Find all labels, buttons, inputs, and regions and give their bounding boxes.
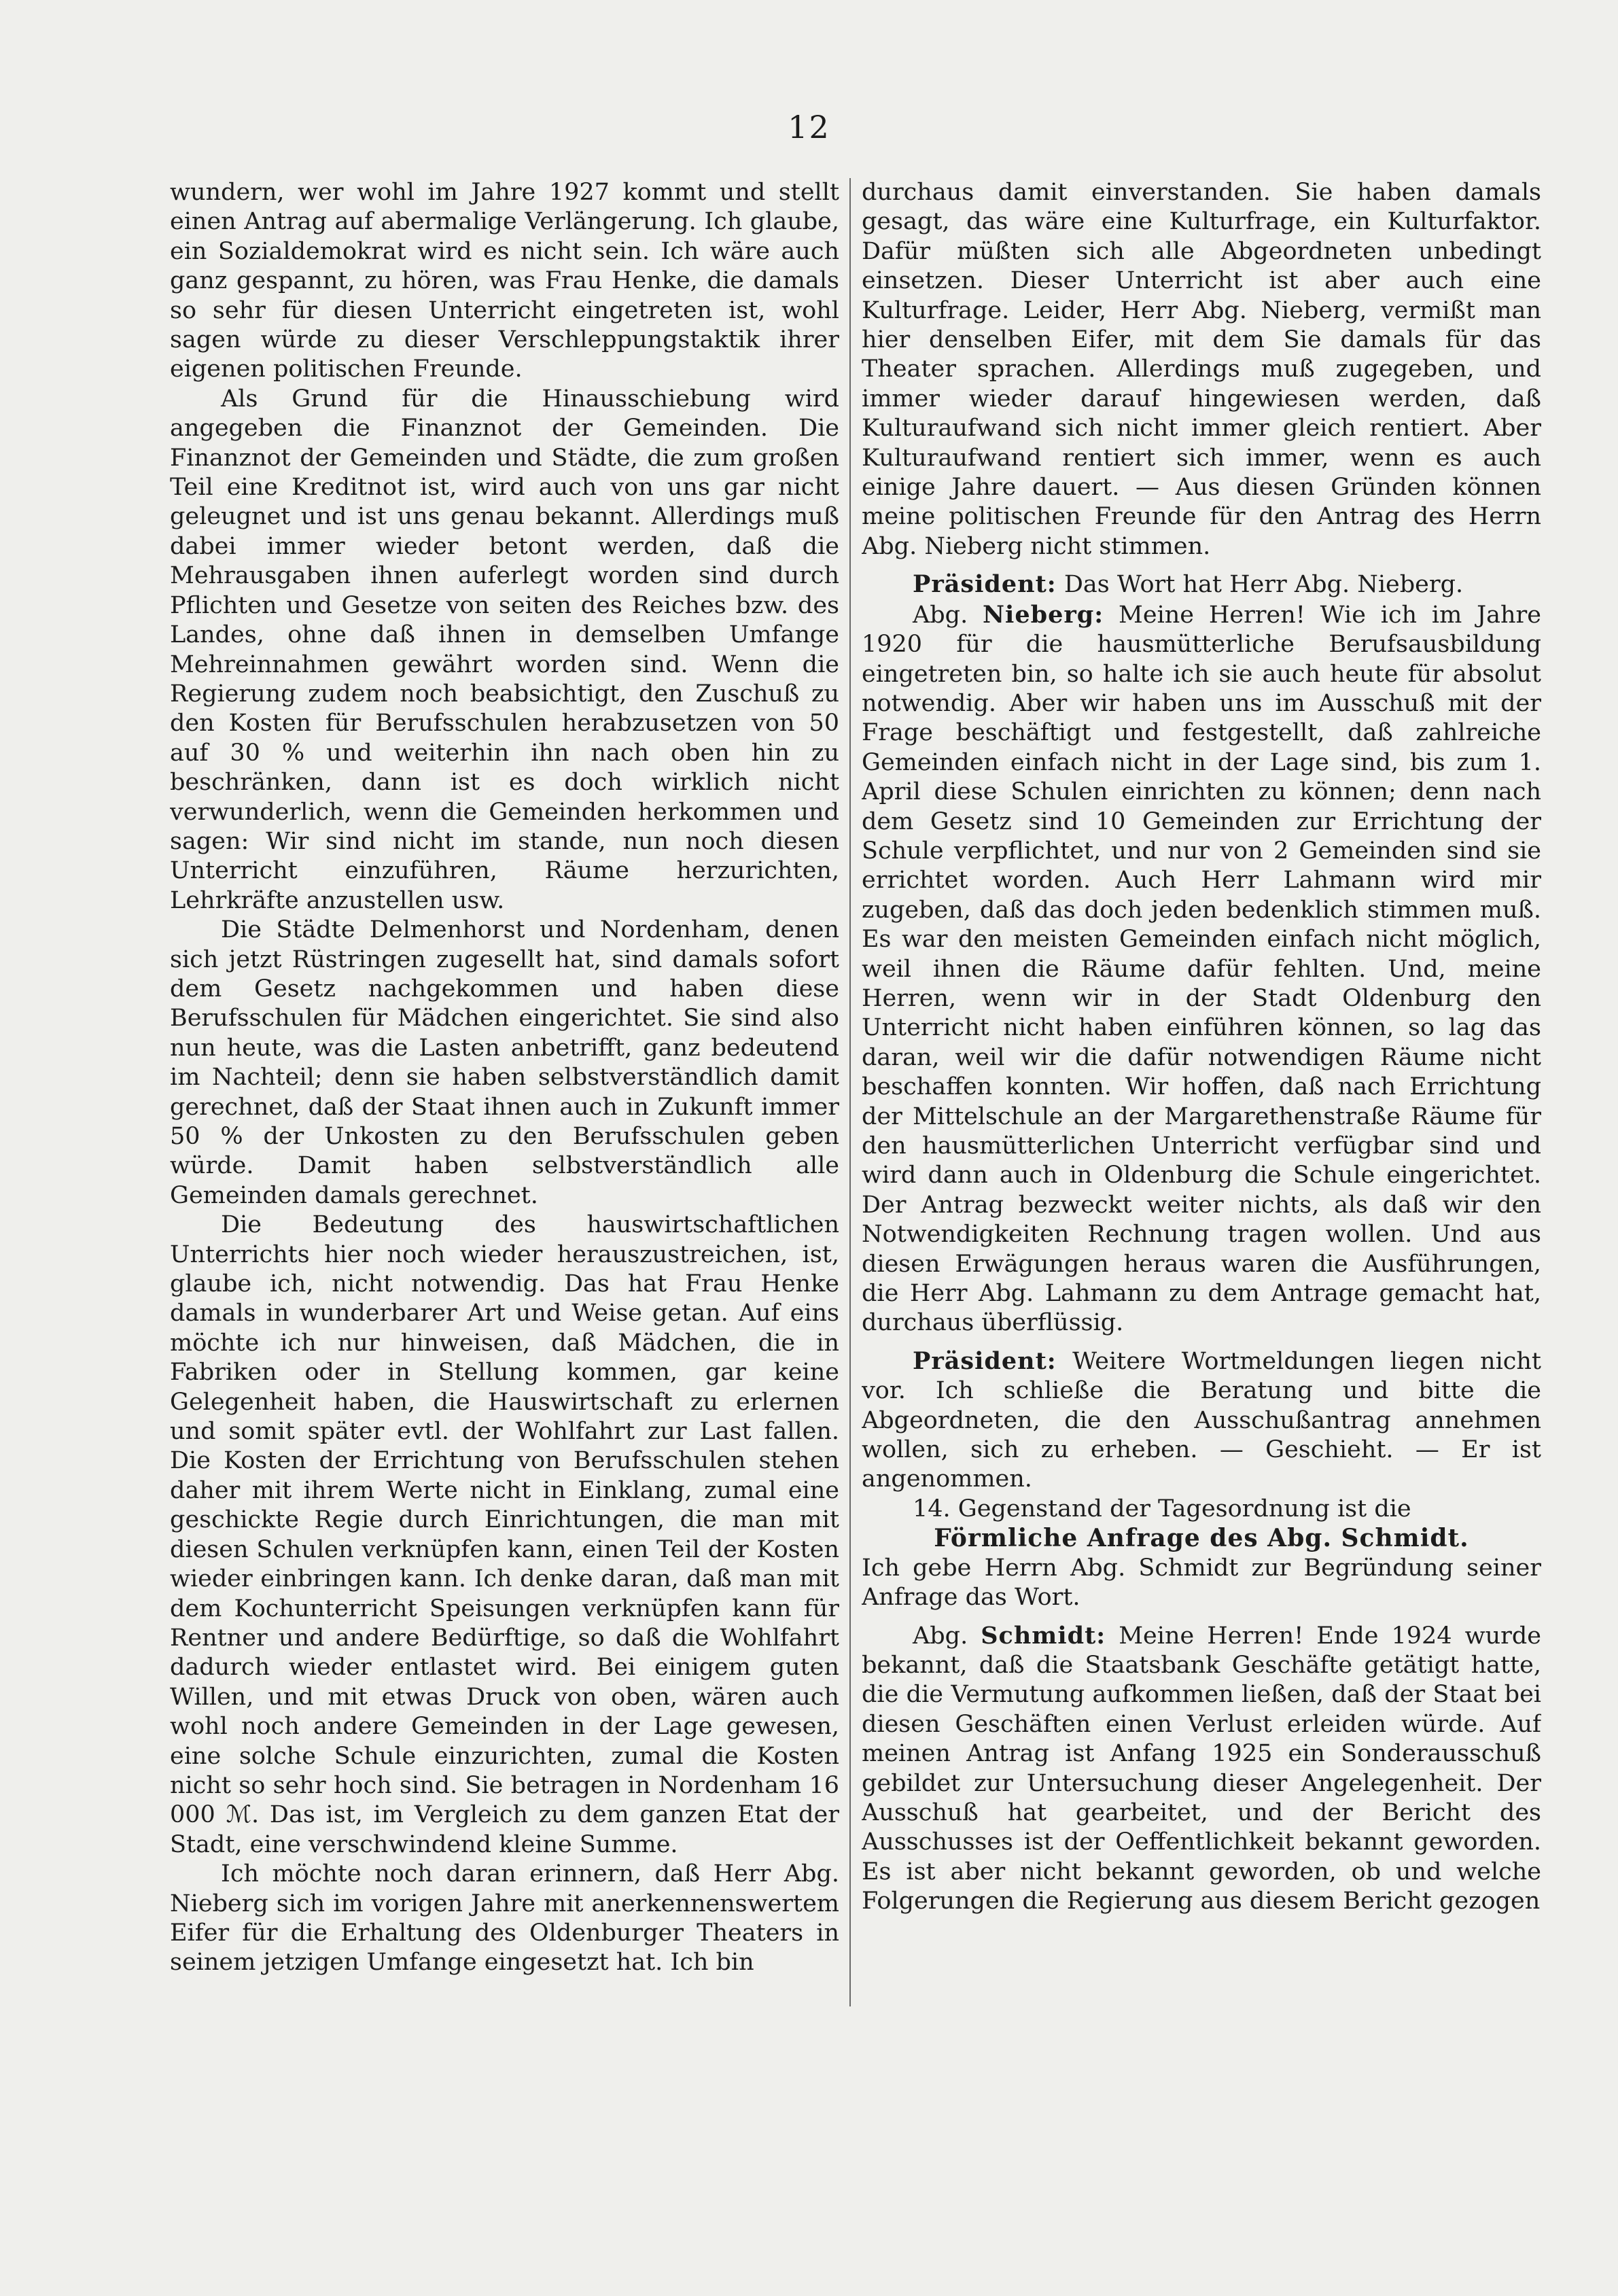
speaker-title: Abg. — [913, 1622, 968, 1650]
paragraph-handover: Ich gebe Herrn Abg. Schmidt zur Begründung seiner Anfrage das Wort. — [862, 1554, 1541, 1612]
paragraph-l4: Die Bedeutung des hauswirtschaftlichen Unterrichts hier noch wieder herauszustreichen, ist, glaube ich, nicht notwendig. Das hat Frau Henke damals in wunderbarer Art und Weise getan. Auf eins möchte ich nur hinweisen, daß Mädchen, die in Fabriken oder in Stellung kommen, gar keine Gelegenheit haben, die Hauswirtschaft zu erlernen und somit später evtl. der Wohlfahrt zur Last fallen. Die Kosten der Errichtung von Berufsschulen stehen daher mit ihrem Werte nicht in Einklang, zumal eine geschickte Regie durch Einrichtungen, die man mit diesen Schulen verknüpfen kann, einen Teil der Kosten wieder einbringen kann. Ich denke daran, daß man mit dem Kochunterricht Speisungen verknüpfen kann für Rentner und andere Bedürftige, so daß die Wohlfahrt dadurch wieder entlastet wird. Bei einigem guten Willen, und mit etwas Druck von oben, wären auch wohl noch andere Gemeinden in der Lage gewesen, eine solche Schule einzurichten, zumal die Kosten nicht so sehr hoch sind. Sie betragen in Nordenham 16 000 ℳ. Das ist, im Vergleich zu dem ganzen Etat der Stadt, eine verschwindend kleine Summe. — [170, 1211, 839, 1858]
page-number: 12 — [788, 109, 830, 145]
paragraph-l1: wundern, wer wohl im Jahre 1927 kommt und stellt einen Antrag auf abermalige Verlängerung. Ich glaube, ein Sozialdemokrat wird es nicht sein. Ich wäre auch ganz gespannt, zu hören, was Frau Henke, die damals so sehr für diesen Unterricht eingetreten ist, wohl sagen würde zu dieser Verschleppungstaktik ihrer eigenen politischen Freunde. — [170, 179, 839, 383]
speaker-name: Nieberg: — [983, 600, 1104, 629]
section-heading: Förmliche Anfrage des Abg. Schmidt. — [934, 1524, 1469, 1553]
paragraph-schmidt — [862, 1621, 1541, 1917]
paragraph-president-2 — [862, 1346, 1541, 1495]
speaker-name: Präsident: — [913, 570, 1057, 599]
speech-text: Meine Herren! Wie ich im Jahre 1920 für die hausmütterliche Berufsausbildung eingetreten bin, so halte ich sie auch heute für absolut notwendig. Aber wir haben uns im Ausschuß mit der Frage beschäftigt und festgestellt, daß zahlreiche Gemeinden einfach nicht in der Lage sind, bis zum 1. April diese Schulen einrichten zu können; denn nach dem Gesetz sind 10 Gemeinden zur Errichtung der Schule verpflichtet, und nur von 2 Gemeinden sind sie errichtet worden. Auch Herr Lahmann wird mir zugeben, daß das doch jeden bedenklich stimmen muß. Es war den meisten Gemeinden einfach nicht möglich, weil ihnen die Räume dafür fehlten. Und, meine Herren, wenn wir in der Stadt Oldenburg den Unterricht nicht haben einführen können, so lag das daran, weil wir die dafür notwendigen Räume nicht beschaffen konnten. Wir hoffen, daß nach Errichtung der Mittelschule an der Margarethenstraße Räume für den hausmütterlichen Unterricht verfügbar sind und wird dann auch in Oldenburg die Schule eingerichtet. Der Antrag bezweckt weiter nichts, als daß wir den Notwendigkeiten Rechnung tragen wollen. Und aus diesen Erwägungen heraus waren die Ausführungen, die Herr Abg. Lahmann zu dem Antrage gemacht hat, durchaus überflüssig. — [862, 601, 1541, 1337]
speech-text: Weitere Wortmeldungen liegen nicht vor. Ich schließe die Beratung und bitte die Abgeordneten, die den Ausschußantrag annehmen wollen, sich zu erheben. — Geschieht. — Er ist angenommen. — [862, 1347, 1541, 1493]
paragraph-l5: Ich möchte noch daran erinnern, daß Herr Abg. Nieberg sich im vorigen Jahre mit anerkennenswertem Eifer für die Erhaltung des Oldenburger Theaters in seinem jetzigen Umfange eingesetzt hat. Ich bin — [170, 1860, 839, 1977]
speech-text: Das Wort hat Herr Abg. Nieberg. — [1063, 571, 1464, 599]
paragraph-president-1 — [862, 570, 1541, 599]
paragraph-l2: Als Grund für die Hinausschiebung wird angegeben die Finanznot der Gemeinden. Die Finanznot der Gemeinden und Städte, die zum großen Teil eine Kreditnot ist, wird auch von uns gar nicht geleugnet und ist uns genau bekannt. Allerdings muß dabei immer wieder betont werden, daß die Mehrausgaben ihnen auferlegt worden sind durch Pflichten und Gesetze von seiten des Reiches bzw. des Landes, ohne daß ihnen in demselben Umfange Mehreinnahmen gewährt worden sind. Wenn die Regierung zudem noch beabsichtigt, den Zuschuß zu den Kosten für Berufsschulen herabzusetzen von 50 auf 30 % und weiterhin ihn nach oben hin zu beschränken, dann ist es doch wirklich nicht verwunderlich, wenn die Gemeinden herkommen und sagen: Wir sind nicht im stande, nun noch diesen Unterricht einzuführen, Räume herzurichten, Lehrkräfte anzustellen usw. — [170, 385, 839, 914]
paragraph-l3: Die Städte Delmenhorst und Nordenham, denen sich jetzt Rüstringen zugesellt hat, sind damals sofort dem Gesetz nachgekommen und haben diese Berufsschulen für Mädchen eingerichtet. Sie sind also nun heute, was die Lasten anbetrifft, ganz bedeutend im Nachteil; denn sie haben selbstverständlich damit gerechnet, daß der Staat ihnen auch in Zukunft immer 50 % der Unkosten zu den Berufsschulen geben würde. Damit haben selbstverständlich alle Gemeinden damals gerechnet. — [170, 916, 839, 1209]
speaker-name: Präsident: — [913, 1346, 1057, 1375]
speaker-name: Schmidt: — [981, 1621, 1106, 1650]
column-divider — [849, 178, 851, 2006]
agenda-item-line: 14. Gegenstand der Tagesordnung ist die — [913, 1495, 1411, 1523]
left-column — [170, 178, 839, 2217]
speech-text: Meine Herren! Ende 1924 wurde bekannt, daß die Staatsbank Geschäfte getätigt hatte, die die Vermutung aufkommen ließen, daß der Staat bei diesen Geschäften einen Verlust erleiden würde. Auf meinen Antrag ist Anfang 1925 ein Sonderausschuß gebildet zur Untersuchung dieser Angelegenheit. Der Ausschuß hat gearbeitet, und der Bericht des Ausschusses ist der Oeffentlichkeit bekannt geworden. Es ist aber nicht bekannt geworden, ob und welche Folgerungen die Regierung aus diesem Bericht gezogen — [862, 1622, 1541, 1915]
right-column — [862, 178, 1541, 2217]
speaker-title: Abg. — [913, 601, 968, 629]
paragraph-continuation: durchaus damit einverstanden. Sie haben damals gesagt, das wäre eine Kulturfrage, ein Kulturfaktor. Dafür müßten sich alle Abgeordneten unbedingt einsetzen. Dieser Unterricht ist aber auch eine Kulturfrage. Leider, Herr Abg. Nieberg, vermißt man hier denselben Eifer, mit dem Sie damals für das Theater sprachen. Allerdings muß zugegeben, und immer wieder darauf hingewiesen werden, daß Kulturaufwand sich nicht immer gleich rentiert. Aber Kulturaufwand rentiert sich immer, wenn es auch einige Jahre dauert. — Aus diesen Gründen können meine politischen Freunde für den Antrag des Herrn Abg. Nieberg nicht stimmen. — [862, 179, 1541, 560]
paragraph-nieberg — [862, 600, 1541, 1338]
